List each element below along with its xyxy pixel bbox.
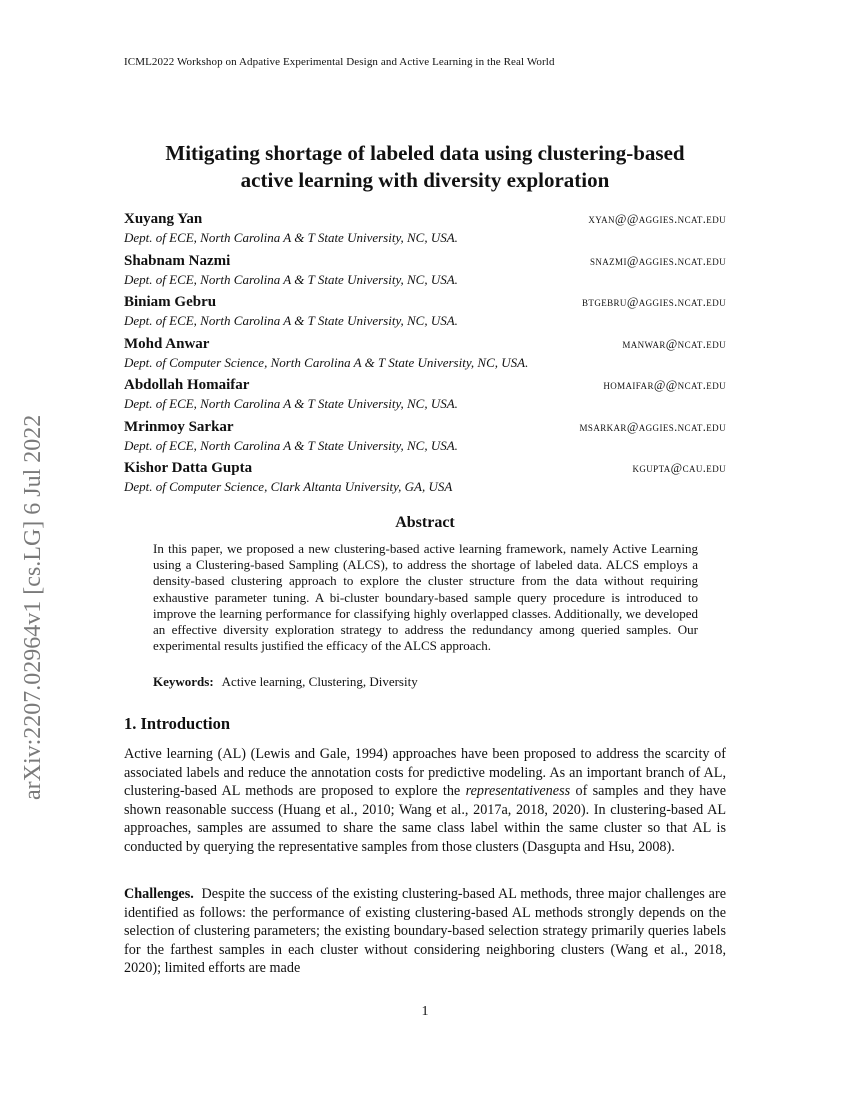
author-name: Abdollah Homaifar: [124, 377, 250, 393]
author-entry: [124, 335, 726, 377]
author-name: Mrinmoy Sarkar: [124, 418, 234, 435]
author-entry: [124, 459, 726, 501]
author-email: msarkar@aggies.ncat.edu: [579, 419, 726, 434]
keywords-text: Active learning, Clustering, Diversity: [221, 674, 418, 689]
author-affiliation: Dept. of ECE, North Carolina A & T State University, NC, USA.: [124, 313, 458, 328]
author-list: [124, 210, 726, 501]
challenges-paragraph: [124, 885, 726, 978]
paper-title: [100, 140, 750, 194]
keywords: [153, 674, 418, 690]
intro-text-part-2: of samples and they have shown reasonable success (Huang et al., 2010; Wang et al., 2017a, 2018, 2020). In clustering-based AL approaches, samples are assumed to share the same class label within the same cluster so that AL is conducted by querying the representative samples from those clusters (Dasgupta and Hsu, 2008).: [124, 783, 727, 855]
abstract-heading: Abstract: [395, 514, 455, 531]
author-email: kgupta@cau.edu: [632, 461, 726, 475]
author-affiliation: Dept. of Computer Science, Clark Altanta University, GA, USA: [124, 479, 453, 494]
author-name: Biniam Gebru: [124, 294, 217, 310]
section-heading-introduction: 1. Introduction: [124, 714, 231, 733]
title-line-2: active learning with diversity exploration: [240, 168, 610, 192]
intro-text-part-1: Active learning (AL) (Lewis and Gale, 1994) approaches have been proposed to address the scarcity of associated labels and reduce the annotation costs for predictive modeling. As an important branch of AL, clustering-based AL methods are proposed to explore the: [124, 746, 726, 799]
arxiv-identifier: arXiv:2207.02964v1 [cs.LG] 6 Jul 2022: [20, 414, 46, 800]
author-email: xyan@@aggies.ncat.edu: [588, 212, 726, 226]
keywords-label: Keywords:: [153, 674, 214, 689]
challenges-text: Despite the success of the existing clustering-based AL methods, three major challenges are identified as follows: the performance of existing clustering-based AL methods strongly depends on the selection of clustering parameters; the existing boundary-based selection strategy primarily queries labels for the farthest samples in each cluster without considering neighboring clusters (Wang et al., 2018, 2020); limited efforts are made: [124, 886, 727, 976]
author-name: Shabnam Nazmi: [124, 252, 231, 269]
author-entry: [124, 418, 726, 460]
author-entry: [124, 252, 726, 294]
author-affiliation: Dept. of ECE, North Carolina A & T State University, NC, USA.: [124, 271, 458, 287]
author-entry: [124, 293, 726, 335]
author-email: homaifar@@ncat.edu: [603, 378, 726, 392]
author-name: Mohd Anwar: [124, 335, 210, 352]
intro-paragraph: [124, 745, 726, 856]
author-affiliation: Dept. of ECE, North Carolina A & T State University, NC, USA.: [124, 230, 458, 245]
author-affiliation: Dept. of ECE, North Carolina A & T State University, NC, USA.: [124, 396, 458, 411]
intro-emphasis: representativeness: [465, 783, 571, 799]
author-entry: [124, 210, 726, 252]
author-email: manwar@ncat.edu: [622, 336, 726, 351]
page-number: 1: [421, 1004, 429, 1019]
challenges-label: Challenges.: [124, 886, 194, 902]
author-entry: [124, 376, 726, 418]
author-email: snazmi@aggies.ncat.edu: [589, 253, 726, 268]
abstract-text: In this paper, we proposed a new clustering-based active learning framework, namely Active Learning using a Clustering-based Sampling (ALCS), to address the shortage of labeled data. ALCS employs a density-based clustering approach to explore the cluster structure from the data without requiring exhaustive parameter tuning. A bi-cluster boundary-based sample query procedure is introduced to improve the learning performance for classifying highly overlapped classes. Additionally, we developed an effective diversity exploration strategy to address the redundancy among queried samples. Our experimental results justified the efficacy of the ALCS approach.: [153, 541, 698, 654]
author-affiliation: Dept. of Computer Science, North Carolina A & T State University, NC, USA.: [124, 354, 529, 370]
author-name: Kishor Datta Gupta: [124, 460, 253, 476]
author-affiliation: Dept. of ECE, North Carolina A & T State University, NC, USA.: [124, 437, 458, 453]
author-email: btgebru@aggies.ncat.edu: [582, 295, 726, 309]
title-line-1: Mitigating shortage of labeled data using clustering-based: [165, 141, 685, 165]
author-name: Xuyang Yan: [124, 211, 203, 227]
running-header: ICML2022 Workshop on Adpative Experimental Design and Active Learning in the Real World: [124, 56, 555, 68]
